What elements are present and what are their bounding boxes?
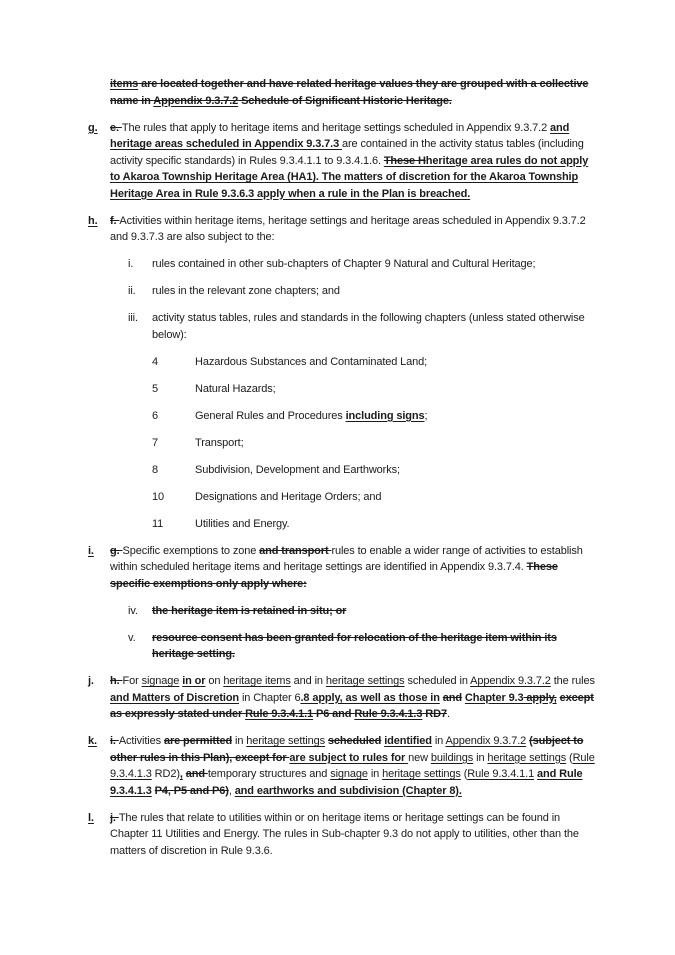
- text-run: 7: [152, 436, 158, 449]
- paragraph-text: [152, 256, 595, 273]
- text-run: RD2): [151, 768, 180, 780]
- text-run: in: [367, 768, 383, 780]
- chapter-item-10: [152, 489, 595, 506]
- text-run: scheduled in: [404, 675, 471, 687]
- text-run: Appendix 9.3.7.2: [445, 735, 527, 747]
- text-run: g.: [88, 121, 98, 134]
- text-run: Activities: [118, 735, 164, 747]
- text-run: heritage settings: [487, 751, 567, 764]
- text-run: ,: [179, 768, 183, 780]
- list-label: [152, 516, 195, 533]
- text-run: signage: [141, 675, 180, 687]
- text-run: in: [232, 735, 247, 747]
- text-run: k.: [88, 735, 97, 747]
- paragraph-g: [88, 120, 595, 203]
- text-run: f.: [110, 214, 120, 227]
- text-run: Transport;: [195, 436, 244, 449]
- chapter-item-4: [152, 354, 595, 371]
- text-run: heritage settings: [325, 675, 405, 687]
- text-run: General Rules and Procedures: [195, 409, 346, 422]
- paragraph-text: [195, 489, 595, 506]
- list-label: [88, 543, 110, 593]
- text-run: are contained in the activity status tables (including activity specific standards) in Rules 9.3.4.1.1 to 9.3.4.1.6.: [110, 138, 584, 167]
- text-run: j.: [88, 675, 94, 687]
- text-run: v.: [128, 631, 136, 644]
- text-run: h.: [110, 675, 123, 687]
- list-label: [152, 435, 195, 452]
- paragraph-text: [110, 120, 595, 203]
- list-label: [128, 310, 152, 343]
- text-run: 8: [152, 463, 158, 476]
- deleted-intro-paragraph: [110, 76, 595, 109]
- text-run: identified: [384, 735, 432, 747]
- text-run: temporary structures and: [207, 768, 331, 780]
- text-run: are located together and have related heritage values they are grouped with a collective name in: [110, 78, 589, 107]
- paragraph-text: [110, 76, 595, 109]
- text-run: are permitted: [163, 735, 233, 747]
- subitem-iii: [128, 310, 595, 343]
- paragraph-text: [110, 733, 595, 799]
- paragraph-j: [88, 673, 595, 723]
- subitem-i: [128, 256, 595, 273]
- text-run: P4, P5 and P6): [154, 784, 229, 797]
- text-run: For: [122, 675, 142, 687]
- text-run: and earthworks and subdivision (Chapter 8).: [234, 784, 462, 797]
- text-run: (: [566, 751, 573, 764]
- paragraph-text: [152, 310, 595, 343]
- list-label: [128, 630, 152, 663]
- text-run: and transport: [259, 544, 332, 557]
- text-run: heritage items: [223, 675, 291, 687]
- text-run: items: [110, 78, 139, 90]
- text-run: Rule 9.3.4.1.1: [467, 768, 535, 780]
- text-run: 4: [152, 355, 158, 368]
- text-run: in: [473, 751, 488, 764]
- subitem-v: [128, 630, 595, 663]
- text-run: P6 and: [313, 708, 355, 720]
- text-run: j.: [110, 811, 119, 824]
- text-run: 6: [152, 409, 158, 422]
- text-run: on: [205, 675, 224, 687]
- text-run: heritage settings: [382, 768, 461, 780]
- list-label: [88, 673, 110, 723]
- text-run: .: [446, 708, 450, 720]
- text-run: .8 apply, as well as those in: [300, 691, 440, 704]
- paragraph-text: [152, 283, 595, 300]
- text-run: scheduled: [327, 735, 382, 747]
- text-run: rules in the relevant zone chapters; and: [152, 285, 340, 297]
- text-run: in or: [182, 675, 206, 687]
- list-label: [152, 489, 195, 506]
- chapter-item-7: [152, 435, 595, 452]
- text-run: Appendix 9.3.7.2: [470, 675, 551, 687]
- text-run: ii.: [128, 285, 136, 297]
- text-run: and: [442, 691, 462, 704]
- list-label: [88, 213, 110, 246]
- text-run: i.: [128, 258, 134, 270]
- text-run: ;: [424, 409, 428, 422]
- paragraph-text: [195, 435, 595, 452]
- text-run: except as expressly stated under: [110, 691, 594, 720]
- text-run: rules to enable a wider range of activities to establish within scheduled heritage items and heritage settings are identified in Appendix 9.3.7.4.: [110, 544, 583, 573]
- text-run: Designations and Heritage Orders; and: [195, 490, 382, 503]
- text-run: 11: [152, 517, 164, 530]
- text-run: Schedule of Significant Historic Heritage.: [238, 94, 452, 107]
- text-run: Rule 9.3.4.1.3: [354, 708, 423, 720]
- paragraph-text: [152, 603, 595, 620]
- text-run: ,: [228, 784, 235, 797]
- text-run: Specific exemptions to zone: [122, 544, 260, 557]
- text-run: heritage area rules do not apply to Akaroa Township Heritage Area (HA1). The matters of discretion for the Akaroa Township Heritage Area in Rule 9.3.6.3 apply when a rule in the Plan is breached.: [110, 154, 589, 200]
- text-run: i.: [88, 544, 94, 557]
- paragraph-text: [110, 810, 595, 860]
- text-run: heritage settings: [246, 735, 325, 747]
- text-run: RD7: [422, 708, 447, 720]
- text-run: and: [185, 768, 208, 780]
- list-label: [88, 810, 110, 860]
- text-run: the heritage item is retained in situ; or: [152, 604, 347, 617]
- paragraph-text: [195, 354, 595, 371]
- text-run: h.: [88, 214, 98, 227]
- text-run: (subject to other rules in this Plan), except for: [110, 735, 584, 764]
- text-run: 10: [152, 490, 164, 503]
- paragraph-i: [88, 543, 595, 593]
- text-run: new: [408, 751, 431, 764]
- text-run: buildings: [430, 751, 474, 764]
- text-run: and Rule 9.3.4.1.3: [110, 768, 583, 797]
- list-label: [128, 283, 152, 300]
- list-label: [152, 354, 195, 371]
- text-run: in Chapter 6: [239, 691, 301, 704]
- text-run: The rules that relate to utilities within or on heritage items or heritage settings can be found in Chapter 11 Utilities and Energy. The rules in Sub-chapter 9.3 do not apply to utilities, other than the matters of discretion in Rule 9.3.6.: [110, 811, 579, 857]
- text-run: apply,: [523, 691, 557, 704]
- text-run: the rules: [550, 675, 595, 687]
- text-run: l.: [88, 811, 94, 824]
- text-run: Hazardous Substances and Contaminated Land;: [195, 355, 428, 368]
- chapter-item-11: [152, 516, 595, 533]
- text-run: are subject to rules for: [289, 751, 409, 764]
- list-label: [152, 408, 195, 425]
- text-run: Appendix 9.3.7.2: [153, 94, 239, 107]
- text-run: e.: [110, 121, 122, 134]
- chapter-item-8: [152, 462, 595, 479]
- text-run: including signs: [345, 409, 425, 422]
- list-label: [152, 462, 195, 479]
- paragraph-text: [152, 630, 595, 663]
- text-run: Chapter 9.3: [464, 691, 524, 704]
- text-run: signage: [330, 768, 368, 780]
- text-run: iii.: [128, 312, 138, 324]
- text-run: The rules that apply to heritage items and heritage settings scheduled in Appendix 9.3.7.2: [121, 121, 551, 134]
- chapter-item-6: [152, 408, 595, 425]
- text-run: and in: [290, 675, 326, 687]
- text-run: i.: [110, 735, 119, 747]
- paragraph-text: [195, 408, 595, 425]
- paragraph-text: [110, 543, 595, 593]
- text-run: Utilities and Energy.: [195, 517, 290, 530]
- subitem-ii: [128, 283, 595, 300]
- text-run: (: [460, 768, 468, 780]
- text-run: Rule 9.3.4.1.3: [110, 751, 595, 780]
- text-run: rules contained in other sub-chapters of Chapter 9 Natural and Cultural Heritage;: [152, 258, 536, 270]
- text-run: These specific exemptions only apply where:: [110, 561, 558, 590]
- text-run: Natural Hazards;: [195, 382, 276, 395]
- text-run: in: [431, 735, 446, 747]
- text-run: g.: [110, 544, 123, 557]
- text-run: resource consent has been granted for relocation of the heritage item within its heritage setting.: [152, 631, 557, 660]
- paragraph-l: [88, 810, 595, 860]
- paragraph-text: [195, 516, 595, 533]
- text-run: Rule 9.3.4.1.1: [245, 708, 314, 720]
- text-run: iv.: [128, 604, 138, 617]
- text-run: Subdivision, Development and Earthworks;: [195, 463, 400, 476]
- text-run: and Matters of Discretion: [110, 691, 240, 704]
- text-run: and heritage areas scheduled in Appendix 9.3.7.3: [110, 121, 570, 150]
- paragraph-text: [110, 213, 595, 246]
- paragraph-h: [88, 213, 595, 246]
- paragraph-k: [88, 733, 595, 799]
- text-run: 5: [152, 382, 158, 395]
- text-run: activity status tables, rules and standards in the following chapters (unless stated otherwise below):: [152, 312, 585, 341]
- list-label: [88, 120, 110, 203]
- chapter-item-5: [152, 381, 595, 398]
- list-label: [128, 256, 152, 273]
- paragraph-text: [195, 462, 595, 479]
- text-run: Activities within heritage items, heritage settings and heritage areas scheduled in Appendix 9.3.7.2 and 9.3.7.3 are also subject to the:: [110, 214, 586, 243]
- text-run: These H: [383, 154, 426, 167]
- list-label: [128, 603, 152, 620]
- paragraph-text: [195, 381, 595, 398]
- list-label: [88, 733, 110, 799]
- paragraph-text: [110, 673, 595, 723]
- list-label: [152, 381, 195, 398]
- subitem-iv: [128, 603, 595, 620]
